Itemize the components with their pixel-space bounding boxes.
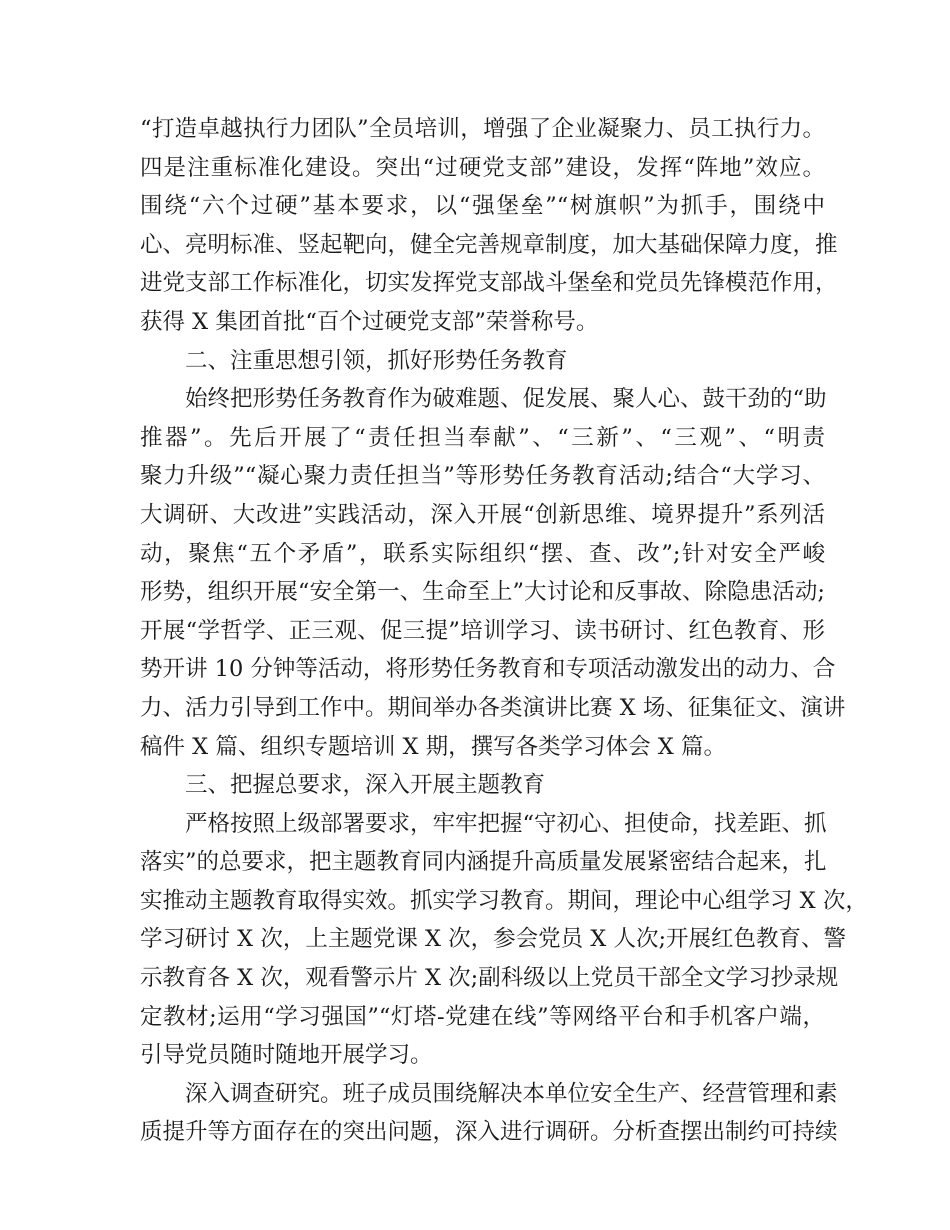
- text-line: 进党支部工作标准化，切实发挥党支部战斗堡垒和党员先锋模范作用，: [140, 270, 838, 297]
- text-line: 落实”的总要求，把主题教育同内涵提升高质量发展紧密结合起来，扎: [140, 849, 827, 876]
- text-line: 四是注重标准化建设。突出“过硬党支部”建设，发挥“阵地”效应。: [140, 154, 825, 181]
- text-line: 实推动主题教育取得实效。抓实学习教育。期间，理论中心组学习 X 次，: [140, 887, 868, 914]
- text-line: 二、注重思想引领，抓好形势任务教育: [185, 347, 568, 374]
- text-line: 推器”。先后开展了“责任担当奉献”、“三新”、“三观”、“明责: [140, 424, 825, 451]
- text-line: 势开讲 10 分钟等活动，将形势任务教育和专项活动激发出的动力、合: [140, 656, 836, 683]
- text-line: 获得 X 集团首批“百个过硬党支部”荣誉称号。: [140, 308, 599, 335]
- text-line: 定教材;运用“学习强国”“灯塔-党建在线”等网络平台和手机客户端，: [140, 1003, 825, 1030]
- text-line: 开展“学哲学、正三观、促三提”培训学习、读书研讨、红色教育、形: [140, 617, 825, 644]
- text-line: 力、活力引导到工作中。期间举办各类演讲比赛 X 场、征集征文、演讲: [140, 694, 846, 721]
- text-line: 深入调查研究。班子成员围绕解决本单位安全生产、经营管理和素: [185, 1080, 838, 1107]
- text-line: 始终把形势任务教育作为破难题、促发展、聚人心、鼓干劲的“助: [185, 386, 827, 413]
- text-line: 学习研讨 X 次，上主题党课 X 次，参会党员 X 人次;开展红色教育、警: [140, 926, 847, 953]
- text-line: 心、亮明标准、竖起靶向，健全完善规章制度，加大基础保障力度，推: [140, 231, 838, 258]
- text-line: 引导党员随时随地开展学习。: [140, 1042, 433, 1069]
- text-line: 形势，组织开展“安全第一、生命至上”大讨论和反事故、除隐患活动;: [140, 579, 825, 606]
- text-line: 动，聚焦“五个矛盾”，联系实际组织“摆、查、改”;针对安全严峻: [140, 540, 825, 567]
- text-line: 聚力升级”“凝心聚力责任担当”等形势任务教育活动;结合“大学习、: [140, 463, 825, 490]
- text-line: 围绕“六个过硬”基本要求，以“强堡垒”“树旗帜”为抓手，围绕中: [140, 193, 825, 220]
- text-line: 大调研、大改进”实践活动，深入开展“创新思维、境界提升”系列活: [140, 501, 825, 528]
- text-line: 示教育各 X 次，观看警示片 X 次;副科级以上党员干部全文学习抄录规: [140, 965, 839, 992]
- text-line: “打造卓越执行力团队”全员培训，增强了企业凝聚力、员工执行力。: [140, 116, 825, 142]
- document-body: [140, 110, 868, 1152]
- text-line: 稿件 X 篇、组织专题培训 X 期，撰写各类学习体会 X 篇。: [140, 733, 726, 760]
- text-line: 质提升等方面存在的突出问题，深入进行调研。分析查摆出制约可持续: [140, 1119, 838, 1146]
- text-line: 三、把握总要求，深入开展主题教育: [185, 772, 546, 799]
- text-line: 严格按照上级部署要求，牢牢把握“守初心、担使命，找差距、抓: [185, 810, 827, 837]
